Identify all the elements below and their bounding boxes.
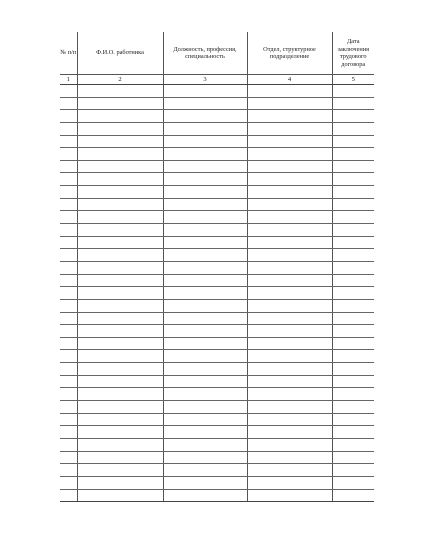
table-cell (77, 451, 163, 464)
table-cell (60, 261, 77, 274)
table-row (60, 337, 374, 350)
table-cell (77, 135, 163, 148)
column-numbers-row (60, 75, 374, 85)
column-number-3: 3 (163, 75, 247, 85)
table-cell (332, 312, 374, 325)
table-row (60, 249, 374, 262)
table-cell (332, 85, 374, 98)
table-row (60, 85, 374, 98)
table-cell (247, 97, 332, 110)
table-cell (163, 198, 247, 211)
table-cell (60, 173, 77, 186)
table-cell (77, 211, 163, 224)
table-cell (247, 337, 332, 350)
table-cell (247, 173, 332, 186)
table-cell (77, 97, 163, 110)
table-cell (247, 110, 332, 123)
table-cell (77, 426, 163, 439)
table-row (60, 287, 374, 300)
table-cell (163, 312, 247, 325)
table-cell (60, 160, 77, 173)
table-cell (60, 299, 77, 312)
table-cell (163, 476, 247, 489)
table-cell (332, 438, 374, 451)
table-cell (332, 464, 374, 477)
table-cell (77, 122, 163, 135)
table-cell (332, 236, 374, 249)
table-cell (247, 476, 332, 489)
table-cell (77, 85, 163, 98)
table-cell (60, 489, 77, 502)
table-row (60, 476, 374, 489)
table-cell (163, 224, 247, 237)
table-cell (247, 261, 332, 274)
table-cell (77, 148, 163, 161)
table-cell (332, 413, 374, 426)
table-cell (247, 186, 332, 199)
table-cell (77, 312, 163, 325)
table-cell (247, 122, 332, 135)
table-cell (77, 224, 163, 237)
table-row (60, 135, 374, 148)
table-cell (60, 426, 77, 439)
table-cell (247, 224, 332, 237)
table-body (60, 85, 374, 502)
table-cell (332, 489, 374, 502)
table-row (60, 325, 374, 338)
table-cell (247, 388, 332, 401)
table-cell (332, 173, 374, 186)
header-number: № п/п (60, 32, 77, 75)
table-cell (247, 274, 332, 287)
table-cell (247, 438, 332, 451)
table-cell (163, 211, 247, 224)
table-cell (247, 299, 332, 312)
table-row (60, 413, 374, 426)
table-cell (60, 287, 77, 300)
table-cell (332, 110, 374, 123)
table-cell (60, 122, 77, 135)
table-cell (60, 198, 77, 211)
table-cell (332, 401, 374, 414)
table-cell (77, 413, 163, 426)
table-cell (163, 160, 247, 173)
table-row (60, 299, 374, 312)
table-row (60, 97, 374, 110)
table-cell (163, 401, 247, 414)
header-position: Должность, профессия, специальность (163, 32, 247, 75)
table-cell (163, 337, 247, 350)
table-cell (247, 489, 332, 502)
table-cell (247, 198, 332, 211)
table-cell (332, 211, 374, 224)
table-row (60, 350, 374, 363)
table-cell (163, 261, 247, 274)
table-row (60, 312, 374, 325)
table-cell (332, 375, 374, 388)
table-row (60, 451, 374, 464)
table-cell (247, 211, 332, 224)
table-cell (163, 325, 247, 338)
table-cell (247, 401, 332, 414)
header-contract-date: Дата заключения трудового договора (332, 32, 374, 75)
table-cell (60, 363, 77, 376)
table-cell (77, 249, 163, 262)
header-row (60, 32, 374, 75)
table-cell (60, 236, 77, 249)
table-cell (77, 186, 163, 199)
table-cell (60, 186, 77, 199)
table-row (60, 160, 374, 173)
table-cell (60, 224, 77, 237)
table-row (60, 173, 374, 186)
table-cell (163, 388, 247, 401)
table-cell (332, 274, 374, 287)
table-cell (332, 186, 374, 199)
table-cell (163, 375, 247, 388)
table-cell (60, 464, 77, 477)
table-cell (247, 451, 332, 464)
table-cell (332, 249, 374, 262)
table-cell (60, 97, 77, 110)
header-full-name: Ф.И.О. работника (77, 32, 163, 75)
table-cell (77, 110, 163, 123)
table-cell (77, 325, 163, 338)
table-row (60, 198, 374, 211)
table-row (60, 426, 374, 439)
table-cell (332, 122, 374, 135)
table-cell (332, 337, 374, 350)
table-cell (332, 388, 374, 401)
table-cell (332, 299, 374, 312)
table-row (60, 438, 374, 451)
table-cell (247, 413, 332, 426)
table-cell (163, 413, 247, 426)
table-row (60, 110, 374, 123)
table-cell (247, 426, 332, 439)
table-row (60, 186, 374, 199)
table-cell (77, 173, 163, 186)
table-cell (163, 85, 247, 98)
table-cell (247, 464, 332, 477)
table-cell (77, 489, 163, 502)
table-row (60, 236, 374, 249)
table-cell (77, 438, 163, 451)
table-cell (77, 401, 163, 414)
table-cell (60, 148, 77, 161)
table-cell (60, 110, 77, 123)
table-cell (332, 224, 374, 237)
table-cell (332, 97, 374, 110)
table-cell (60, 388, 77, 401)
table-row (60, 211, 374, 224)
table-cell (163, 274, 247, 287)
table-cell (163, 186, 247, 199)
table-cell (163, 451, 247, 464)
table-cell (77, 363, 163, 376)
header-department: Отдел, структурное подразделение (247, 32, 332, 75)
column-number-5: 5 (332, 75, 374, 85)
table-row (60, 388, 374, 401)
table-cell (332, 148, 374, 161)
table-row (60, 122, 374, 135)
table-cell (77, 274, 163, 287)
table-cell (332, 325, 374, 338)
table-cell (77, 350, 163, 363)
table-cell (77, 236, 163, 249)
table-row (60, 489, 374, 502)
table-cell (163, 110, 247, 123)
table-cell (332, 363, 374, 376)
table-row (60, 464, 374, 477)
table-cell (77, 388, 163, 401)
table-cell (332, 476, 374, 489)
table-cell (60, 337, 77, 350)
table-cell (77, 299, 163, 312)
table-row (60, 261, 374, 274)
table-cell (247, 148, 332, 161)
table-row (60, 375, 374, 388)
table-cell (163, 97, 247, 110)
table-cell (60, 135, 77, 148)
table-cell (163, 438, 247, 451)
table-cell (247, 160, 332, 173)
table-cell (77, 261, 163, 274)
table-cell (60, 249, 77, 262)
table-cell (60, 312, 77, 325)
table-cell (247, 312, 332, 325)
table-cell (163, 299, 247, 312)
table-cell (77, 287, 163, 300)
table-cell (77, 160, 163, 173)
table-cell (332, 426, 374, 439)
table-cell (77, 337, 163, 350)
table-cell (60, 325, 77, 338)
table-cell (163, 148, 247, 161)
table-cell (332, 160, 374, 173)
table-cell (163, 426, 247, 439)
table-row (60, 401, 374, 414)
table-cell (332, 198, 374, 211)
table-cell (60, 375, 77, 388)
table-row (60, 363, 374, 376)
column-number-1: 1 (60, 75, 77, 85)
table-cell (60, 476, 77, 489)
table-cell (247, 325, 332, 338)
column-number-2: 2 (77, 75, 163, 85)
table-cell (60, 413, 77, 426)
table-cell (60, 350, 77, 363)
table-cell (163, 249, 247, 262)
table-row (60, 224, 374, 237)
table-cell (163, 122, 247, 135)
table-cell (247, 375, 332, 388)
table-cell (163, 464, 247, 477)
table-cell (247, 236, 332, 249)
column-number-4: 4 (247, 75, 332, 85)
table-cell (247, 85, 332, 98)
employment-contracts-register-table (60, 32, 374, 502)
table-cell (60, 438, 77, 451)
table-cell (247, 350, 332, 363)
table-cell (163, 135, 247, 148)
table-cell (163, 287, 247, 300)
table-cell (77, 198, 163, 211)
table-cell (77, 375, 163, 388)
table-cell (332, 350, 374, 363)
table-cell (77, 476, 163, 489)
table-cell (60, 85, 77, 98)
table-cell (60, 451, 77, 464)
table-cell (332, 261, 374, 274)
table-row (60, 148, 374, 161)
table-cell (247, 287, 332, 300)
table-cell (60, 401, 77, 414)
table-cell (163, 173, 247, 186)
table-cell (247, 363, 332, 376)
table-cell (332, 287, 374, 300)
table-cell (163, 363, 247, 376)
table-cell (247, 135, 332, 148)
table-cell (60, 211, 77, 224)
table-cell (163, 350, 247, 363)
table-cell (163, 489, 247, 502)
table-cell (332, 451, 374, 464)
table-cell (247, 249, 332, 262)
table-cell (77, 464, 163, 477)
table-row (60, 274, 374, 287)
table-cell (332, 135, 374, 148)
table-cell (60, 274, 77, 287)
table-cell (163, 236, 247, 249)
